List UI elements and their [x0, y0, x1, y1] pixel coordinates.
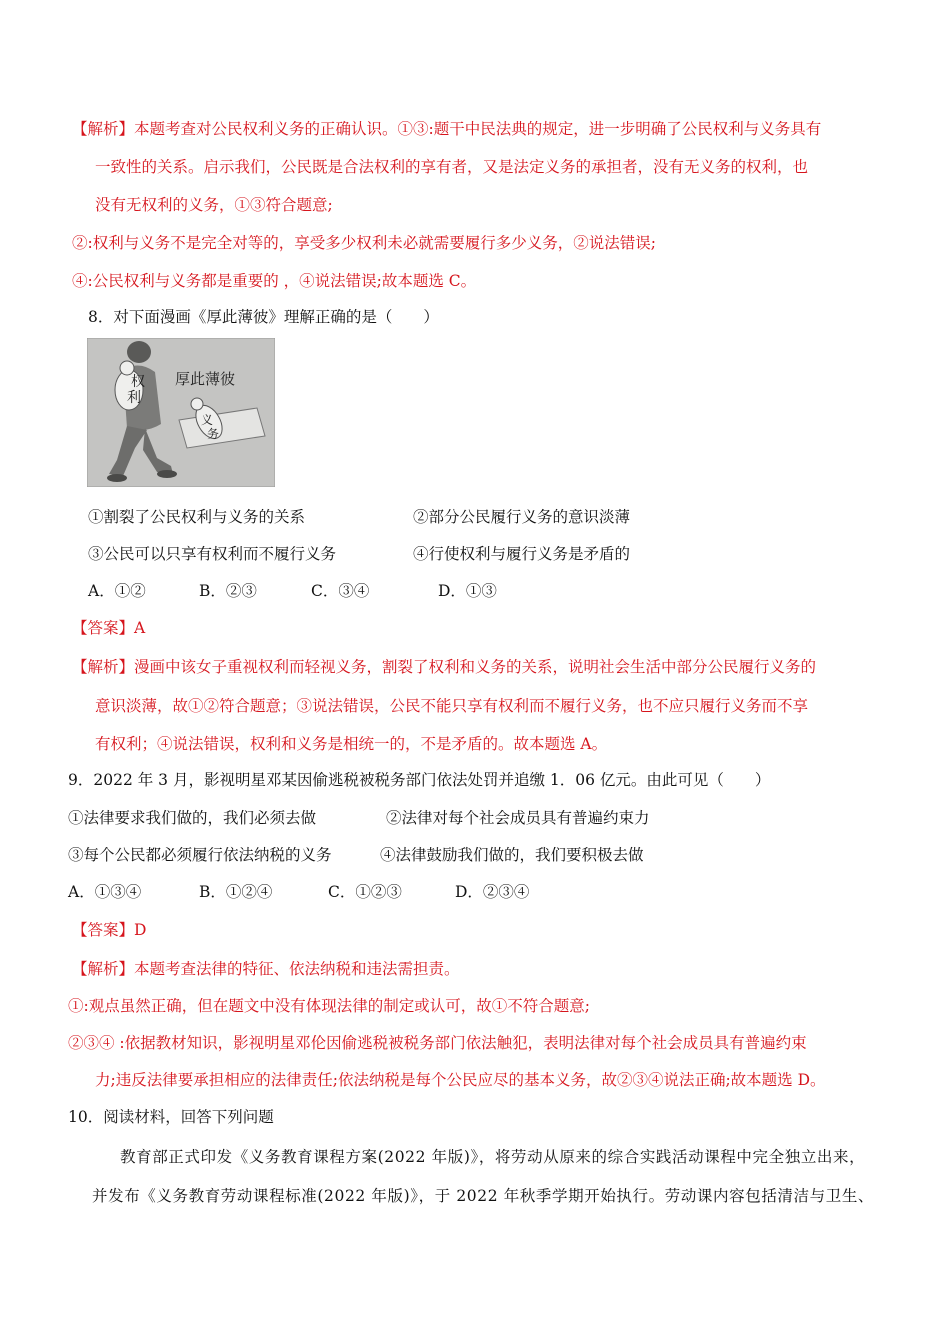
- q9-analysis-line-4: 力;违反法律要承担相应的法律责任;依法纳税是每个公民应尽的基本义务，故②③④说法正确;故本题选 D。: [95, 1071, 826, 1089]
- q9-option-4: ④法律鼓励我们做的，我们要积极去做: [380, 846, 644, 864]
- q9-option-2: ②法律对每个社会成员具有普遍约束力: [386, 809, 650, 827]
- q8-analysis-line-2: 意识淡薄，故①②符合题意；③说法错误，公民不能只享有权利而不履行义务，也不应只履行义务而不享: [95, 697, 809, 715]
- analysis-tag: 【解析】: [72, 960, 135, 978]
- answer-tag: 【答案】: [72, 619, 135, 637]
- q10-material-line-1: 教育部正式印发《义务教育课程方案(2022 年版)》，将劳动从原来的综合实践活动课程中完全独立出来，: [120, 1148, 866, 1166]
- analysis-tag: 【解析】: [72, 120, 135, 138]
- cartoon-label-duty-bottom: 务: [207, 427, 220, 441]
- cartoon-title: 厚此薄彼: [175, 370, 236, 388]
- q8-analysis-line-1: 【解析】漫画中该女子重视权利而轻视义务，割裂了权利和义务的关系，说明社会生活中部分公民履行义务的: [72, 658, 817, 676]
- q7-analysis-line-4: ②:权利与义务不是完全对等的，享受多少权利未必就需要履行多少义务，②说法错误;: [72, 234, 656, 252]
- cartoon-image: [87, 338, 275, 487]
- cartoon-label-duty-top: 义: [201, 413, 214, 427]
- q9-analysis-line-1: 【解析】本题考查法律的特征、依法纳税和违法需担责。: [72, 960, 460, 978]
- analysis-tag: 【解析】: [72, 658, 135, 676]
- q9-choice-d: D．②③④: [455, 883, 530, 901]
- cartoon-label-rights-top: 权: [131, 374, 145, 390]
- answer-tag: 【答案】: [72, 921, 135, 939]
- q8-option-3: ③公民可以只享有权利而不履行义务: [88, 545, 337, 563]
- q8-choice-c: C．③④: [311, 582, 370, 600]
- q8-choice-b: B．②③: [199, 582, 257, 600]
- q8-choice-a: A．①②: [88, 582, 146, 600]
- q9-stem: 9．2022 年 3 月，影视明星邓某因偷逃税被税务部门依法处罚并追缴 1．06 亿元。由此可见（ ）: [68, 771, 771, 789]
- q8-answer: [72, 617, 145, 639]
- q10-material-line-2: 并发布《义务教育劳动课程标准(2022 年版)》，于 2022 年秋季学期开始执行。劳动课内容包括清洁与卫生、: [92, 1187, 875, 1205]
- answer-value: A: [134, 619, 146, 637]
- q7-analysis-line-3: 没有无权利的义务，①③符合题意;: [95, 196, 333, 214]
- q8-analysis-line-3: 有权利；④说法错误，权利和义务是相统一的，不是矛盾的。故本题选 A。: [95, 735, 608, 753]
- q7-analysis-line-1: 【解析】本题考查对公民权利义务的正确认识。①③:题干中民法典的规定，进一步明确了公民权利与义务具有: [72, 120, 822, 138]
- q7-analysis-line-2: 一致性的关系。启示我们，公民既是合法权利的享有者，又是法定义务的承担者，没有无义务的权利，也: [95, 158, 809, 176]
- q9-choice-a: A．①③④: [68, 883, 142, 901]
- q9-analysis-line-3: ②③④ :依据教材知识，影视明星邓伦因偷逃税被税务部门依法触犯，表明法律对每个社会成员具有普遍约束: [68, 1034, 807, 1052]
- q8-choice-d: D．①③: [438, 582, 497, 600]
- q8-option-1: ①割裂了公民权利与义务的关系: [88, 508, 306, 526]
- q9-option-1: ①法律要求我们做的，我们必须去做: [68, 809, 317, 827]
- q8-stem: 8．对下面漫画《厚此薄彼》理解正确的是（ ）: [88, 308, 439, 326]
- q9-choice-c: C．①②③: [328, 883, 402, 901]
- cartoon-label-rights-bottom: 利: [127, 390, 141, 406]
- q9-choice-b: B．①②④: [199, 883, 273, 901]
- q9-option-3: ③每个公民都必须履行依法纳税的义务: [68, 846, 332, 864]
- answer-value: D: [134, 921, 147, 939]
- q9-analysis-line-2: ①:观点虽然正确，但在题文中没有体现法律的制定或认可，故①不符合题意;: [68, 997, 590, 1015]
- q8-option-4: ④行使权利与履行义务是矛盾的: [413, 545, 631, 563]
- q8-option-2: ②部分公民履行义务的意识淡薄: [413, 508, 631, 526]
- q9-answer: [72, 919, 146, 941]
- q10-stem: 10．阅读材料，回答下列问题: [68, 1108, 274, 1126]
- q7-analysis-line-5: ④:公民权利与义务都是重要的 ，④说法错误;故本题选 C。: [72, 272, 477, 290]
